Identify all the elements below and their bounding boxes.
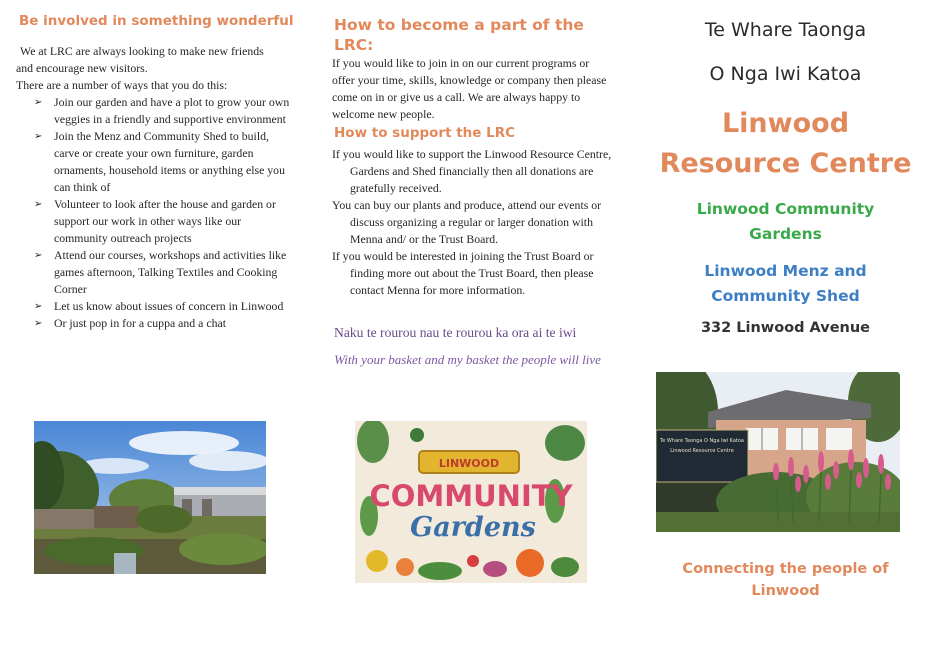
arrow-bullet-icon: ➢ (34, 318, 43, 329)
maori-proverb: Naku te rourou nau te rourou ka ora ai te iwi (334, 325, 577, 340)
arrow-bullet-icon: ➢ (34, 301, 43, 312)
get-involved-heading: Be involved in something wonderful (19, 13, 294, 29)
list-item: ➢ Or just pop in for a cuppa and a chat (34, 316, 226, 330)
maori-name-line-2: O Nga Iwi Katoa (709, 63, 862, 85)
cover-title-line-1: Linwood (721, 108, 850, 139)
involvement-list (32, 94, 294, 332)
list-item: ➢ Join our garden and have a plot to grow your own veggies in a friendly and supportive environment (34, 95, 290, 126)
community-gardens-sign-photo (355, 421, 587, 583)
intro-text (20, 43, 290, 60)
intro-text-cont (16, 61, 296, 94)
menz-shed-label: Linwood Menz and Community Shed (704, 262, 867, 305)
house-sign-text: Linwood Resource Centre (670, 448, 734, 454)
support-paragraph: You can buy our plants and produce, attend our events or discuss organizing a regular or larger donation with Menna and/ or the Trust Board. (332, 198, 602, 246)
support-text (332, 146, 614, 299)
sign-community-text: COMMUNITY (369, 479, 573, 513)
house-sign-text: Te Whare Taonga O Nga Iwi Katoa (660, 438, 744, 444)
garden-photo (34, 421, 266, 574)
community-gardens-label: Linwood Community Gardens (696, 200, 875, 243)
support-paragraph: If you would be interested in joining the Trust Board or finding more out about the Trust Board, then please contact Menna for more information. (332, 249, 594, 297)
proverb-translation: With your basket and my basket the people will live (334, 352, 601, 367)
become-part-heading: How to become a part of the LRC: (334, 16, 584, 54)
support-paragraph: If you would like to support the Linwood Resource Centre, Gardens and Shed financially then all donations are gratefully received. (332, 147, 612, 195)
tagline-line-1: Connecting the people of (682, 561, 889, 577)
sign-banner-text: LINWOOD (438, 457, 500, 470)
list-item: ➢ Join the Menz and Community Shed to build, carve or create your own furniture, garden ornaments, household items or anything else you can think of (34, 129, 285, 194)
maori-name-line-1: Te Whare Taonga (704, 19, 867, 41)
arrow-bullet-icon: ➢ (34, 97, 43, 108)
address: 332 Linwood Avenue (700, 320, 871, 336)
resource-centre-photo (656, 372, 900, 532)
support-heading: How to support the LRC (334, 125, 516, 141)
arrow-bullet-icon: ➢ (34, 131, 43, 142)
intro-line-1: We at LRC are always looking to make new friends (20, 44, 264, 58)
tagline-line-2: Linwood (751, 583, 820, 599)
cover-title (636, 104, 935, 184)
list-item: ➢ Volunteer to look after the house and garden or support our work in other ways like our community outreach projects (34, 197, 276, 245)
tagline (636, 558, 935, 602)
intro-line-2: and encourage new visitors. (16, 61, 148, 75)
garden-photo-image (34, 421, 266, 574)
arrow-bullet-icon: ➢ (34, 250, 43, 261)
sign-gardens-text: Gardens (410, 512, 536, 543)
cover-title-line-2: Resource Centre (659, 148, 912, 179)
become-part-text: If you would like to join in on our current programs or offer your time, skills, knowledge or company then please come on in or give us a call. We are always happy to welcome new people. (332, 56, 607, 121)
sign-image (355, 421, 587, 583)
intro-line-3: There are a number of ways that you do this: (16, 78, 228, 92)
list-item: ➢ Attend our courses, workshops and activities like games afternoon, Talking Textiles and Cooking Corner (34, 248, 287, 296)
house-image (656, 372, 900, 532)
list-item: ➢ Let us know about issues of concern in Linwood (34, 299, 284, 313)
arrow-bullet-icon: ➢ (34, 199, 43, 210)
